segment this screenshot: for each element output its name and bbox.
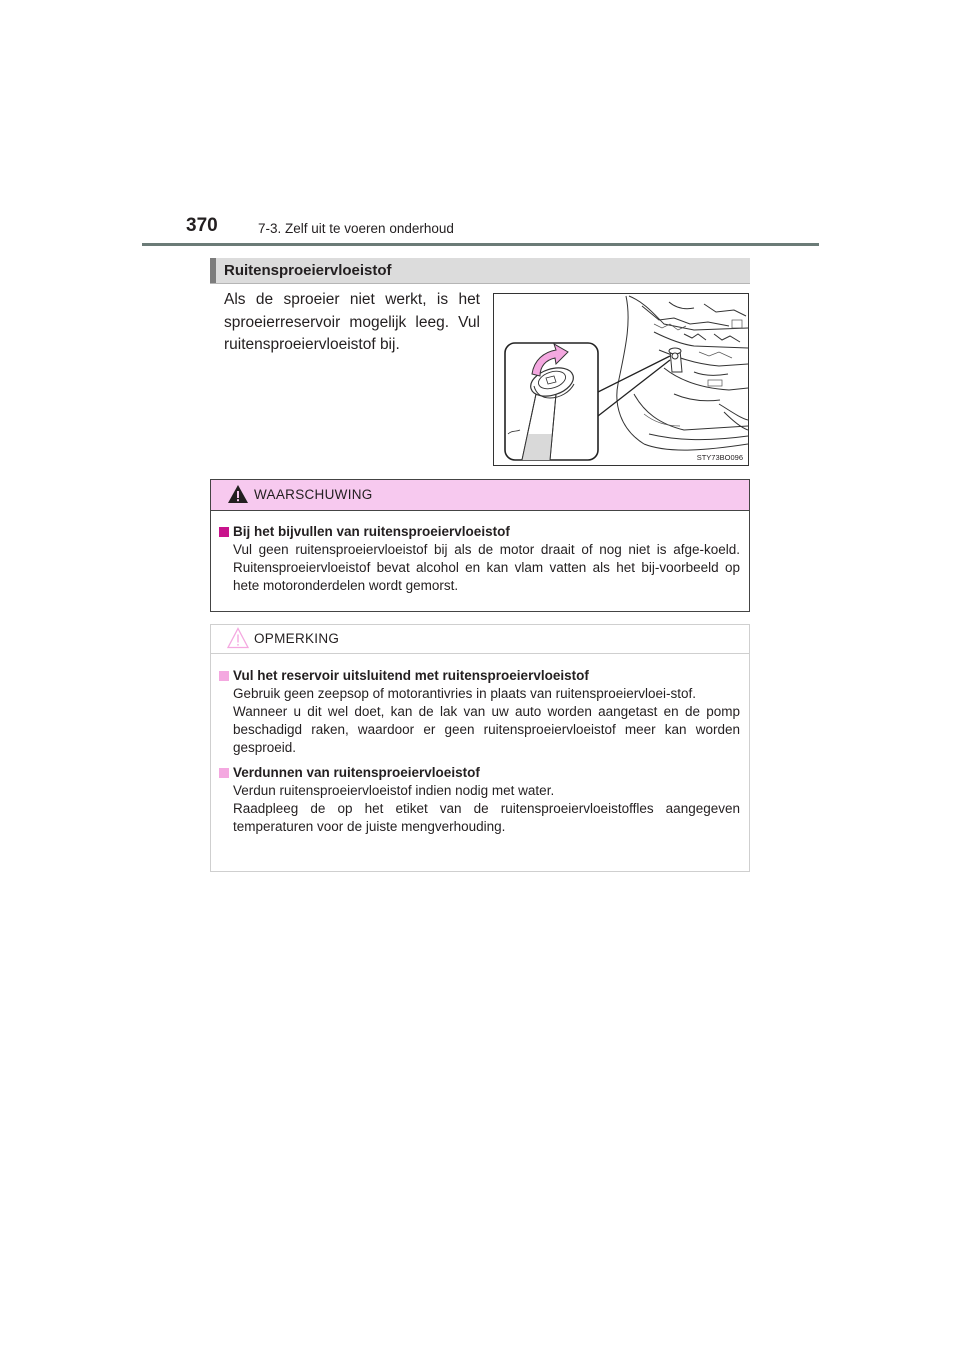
notice-item-title: Vul het reservoir uitsluitend met ruitensproeiervloeistof — [233, 668, 589, 683]
section-title: Ruitensproeiervloeistof — [224, 262, 392, 279]
warning-item-paragraph: Vul geen ruitensproeiervloeistof bij als de motor draait of nog niet is afge-koeld. Ruitensproeiervloeistof bevat alcohol en kan vlam vatten als het bij-voorbeeld op hete motoronderdelen wordt gemorst. — [233, 542, 740, 593]
bullet-square-icon — [219, 671, 229, 681]
header-rule — [142, 243, 819, 246]
warning-title: WAARSCHUWING — [254, 487, 373, 502]
section-heading — [210, 258, 750, 284]
warning-item — [215, 523, 740, 595]
notice-header — [211, 625, 749, 654]
notice-item-body — [233, 685, 740, 757]
warning-item-title-wrap — [233, 523, 740, 541]
notice-item-paragraph: Gebruik geen zeepsop of motorantivries in plaats van ruitensproeiervloei-stof. — [233, 686, 696, 701]
warning-header — [211, 480, 749, 511]
engine-bay-illustration — [494, 294, 748, 465]
page-header — [0, 0, 960, 250]
notice-item-title-wrap — [233, 764, 740, 782]
warning-box — [210, 479, 750, 612]
notice-item — [215, 667, 740, 757]
notice-title: OPMERKING — [254, 631, 340, 646]
warning-item-body — [233, 541, 740, 595]
notice-item-paragraph: Wanneer u dit wel doet, kan de lak van uw auto worden aangetast en de pomp beschadigd raken, waardoor er geen ruitensproeiervloeistof meer kan worden gesproeid. — [233, 704, 740, 755]
notice-item-title: Verdunnen van ruitensproeiervloeistof — [233, 765, 480, 780]
notice-item — [215, 764, 740, 836]
notice-item-body — [233, 782, 740, 836]
intro-text: Als de sproeier niet werkt, is het sproeierreservoir mogelijk leeg. Vul ruitensproeiervloeistof bij. — [224, 291, 480, 353]
warning-item-title: Bij het bijvullen van ruitensproeiervloeistof — [233, 524, 510, 539]
figure-code: STY73BO096 — [696, 453, 743, 462]
section-heading-bar — [210, 258, 216, 283]
bullet-square-icon — [219, 527, 229, 537]
notice-item-paragraph: Verdun ruitensproeiervloeistof indien nodig met water. — [233, 783, 555, 798]
notice-box — [210, 624, 750, 872]
chapter-title: 7-3. Zelf uit te voeren onderhoud — [258, 221, 454, 236]
bullet-square-icon — [219, 768, 229, 778]
notice-item-paragraph: Raadpleeg de op het etiket van de ruitensproeiervloeistoffles aangegeven temperaturen voor de juiste mengverhouding. — [233, 801, 740, 834]
page-number: 370 — [186, 215, 218, 236]
warning-triangle-icon — [227, 484, 249, 504]
notice-item-title-wrap — [233, 667, 740, 685]
washer-fluid-figure — [493, 293, 749, 466]
notice-triangle-icon — [227, 627, 249, 649]
